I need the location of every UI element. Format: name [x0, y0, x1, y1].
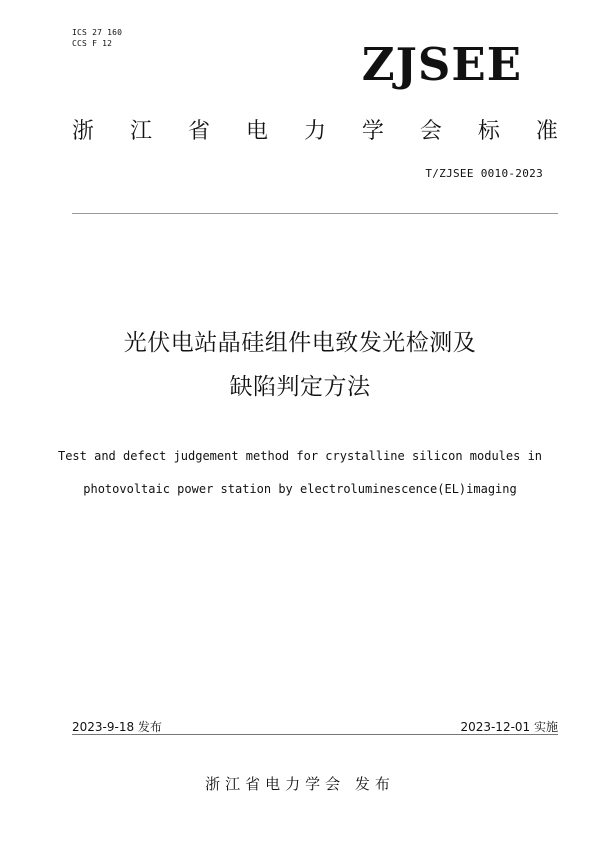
organization-standard-title — [72, 117, 558, 147]
ics-code: ICS 27 160 — [72, 28, 123, 37]
org-char: 准 — [535, 119, 558, 144]
english-title-line-1: Test and defect judgement method for crystalline silicon modules in — [57, 449, 543, 463]
bottom-divider — [72, 734, 558, 735]
org-char: 省 — [187, 119, 210, 144]
org-char: 会 — [419, 119, 442, 144]
ccs-code: CCS F 12 — [72, 39, 113, 48]
implement-date: 2023-12-01 实施 — [460, 720, 558, 734]
org-char: 浙 — [72, 119, 95, 144]
org-char: 江 — [129, 119, 152, 144]
classification-codes — [72, 27, 122, 49]
chinese-title-line-2: 缺陷判定方法 — [229, 374, 371, 400]
org-char: 电 — [245, 119, 268, 144]
standard-number: T/ZJSEE 0010-2023 — [425, 167, 543, 180]
english-title-line-2: photovoltaic power station by electroluminescence(EL)imaging — [83, 482, 517, 496]
org-char: 学 — [361, 119, 384, 144]
zjsee-logo: ZJSEE — [361, 38, 522, 91]
org-char: 标 — [477, 119, 500, 144]
publisher: 浙江省电力学会 发布 — [205, 775, 395, 793]
chinese-title-line-1: 光伏电站晶硅组件电致发光检测及 — [123, 330, 477, 356]
org-char: 力 — [303, 119, 326, 144]
top-divider — [72, 213, 558, 214]
publish-date: 2023-9-18 发布 — [72, 720, 162, 734]
